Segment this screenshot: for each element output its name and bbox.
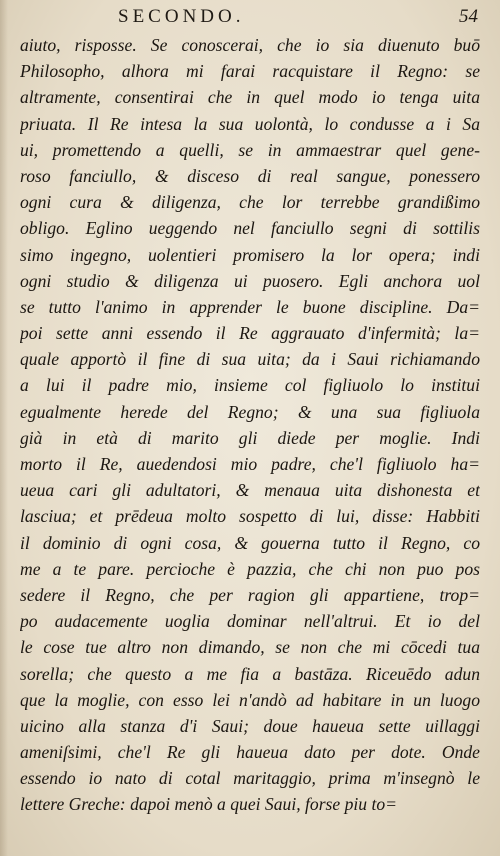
text-line: morto il Re, auedendosi mio padre, che'l figliuolo ha= bbox=[20, 454, 480, 474]
text-line: ui, promettendo a quelli, se in ammaestrar quel gene- bbox=[20, 139, 480, 160]
text-line: ogni studio & diligenza ui puosero. Egli anchora uol bbox=[20, 270, 480, 291]
text-line: roso fanciullo, & disceso di real sangue, ponessero bbox=[20, 165, 480, 186]
page-header bbox=[0, 6, 500, 28]
text-line: uicino alla stanza d'i Saui; doue haueua sette uillaggi bbox=[20, 715, 480, 736]
text-line: lasciua; et prēdeua molto sospetto di lui, disse: Habbiti bbox=[20, 506, 480, 527]
text-line: il dominio di ogni cosa, & gouerna tutto il Regno, co bbox=[20, 532, 480, 553]
text-line: a lui il padre mio, insieme col figliuolo lo institui bbox=[20, 375, 480, 396]
page-number: 54 bbox=[459, 6, 478, 27]
text-line: me a te pare. percioche è pazzia, che chi non puo pos bbox=[20, 558, 480, 579]
text-line: simo ingegno, uolentieri promisero la lor opera; indi bbox=[20, 244, 480, 265]
body-text bbox=[20, 32, 480, 818]
text-line: ameniſsimi, che'l Re gli haueua dato per dote. Onde bbox=[20, 742, 480, 763]
text-line: quale apportò il fine di sua uita; da i Saui richiamando bbox=[20, 349, 480, 370]
text-line: que la moglie, con esso lei n'andò ad habitare in un luogo bbox=[20, 689, 480, 710]
text-line: aiuto, risposse. Se conoscerai, che io sia diuenuto buō bbox=[20, 35, 480, 55]
text-line: ogni cura & diligenza, che lor terrebbe grandißimo bbox=[20, 192, 480, 213]
text-line: già in età di marito gli diede per moglie. Indi bbox=[20, 427, 480, 448]
text-line: altramente, consentirai che in quel modo io tenga uita bbox=[20, 87, 480, 108]
gutter-shadow bbox=[0, 0, 8, 856]
text-line: ueua cari gli adultatori, & menaua uita dishonesta et bbox=[20, 480, 480, 501]
text-line: sedere il Regno, che per ragion gli appartiene, trop= bbox=[20, 584, 480, 605]
text-line: obligo. Eglino ueggendo nel fanciullo segni di sottilis bbox=[20, 218, 480, 239]
text-line: essendo io nato di cotal maritaggio, prima m'insegnò le bbox=[20, 768, 480, 789]
text-line: se tutto l'animo in apprender le buone discipline. Da= bbox=[20, 296, 480, 317]
text-line: lettere Greche: dapoi menò a quei Saui, forse piu to= bbox=[20, 794, 398, 815]
text-line: Philosopho, alhora mi farai racquistare il Regno: se bbox=[20, 61, 480, 82]
text-line: egualmente herede del Regno; & una sua figliuola bbox=[20, 401, 480, 422]
text-line: poi sette anni essendo il Re aggrauato d'infermità; la= bbox=[20, 323, 480, 344]
text-line: le cose tue altro non dimando, se non che mi cōcedi tua bbox=[20, 637, 480, 658]
text-line: priuata. Il Re intesa la sua uolontà, lo condusse a i Sa bbox=[20, 113, 480, 134]
text-line: sorella; che questo a me fia a bastāza. Riceuēdo adun bbox=[20, 663, 480, 684]
text-line: po audacemente uoglia dominar nell'altrui. Et io del bbox=[20, 611, 480, 632]
running-head: SECONDO. bbox=[118, 6, 245, 27]
